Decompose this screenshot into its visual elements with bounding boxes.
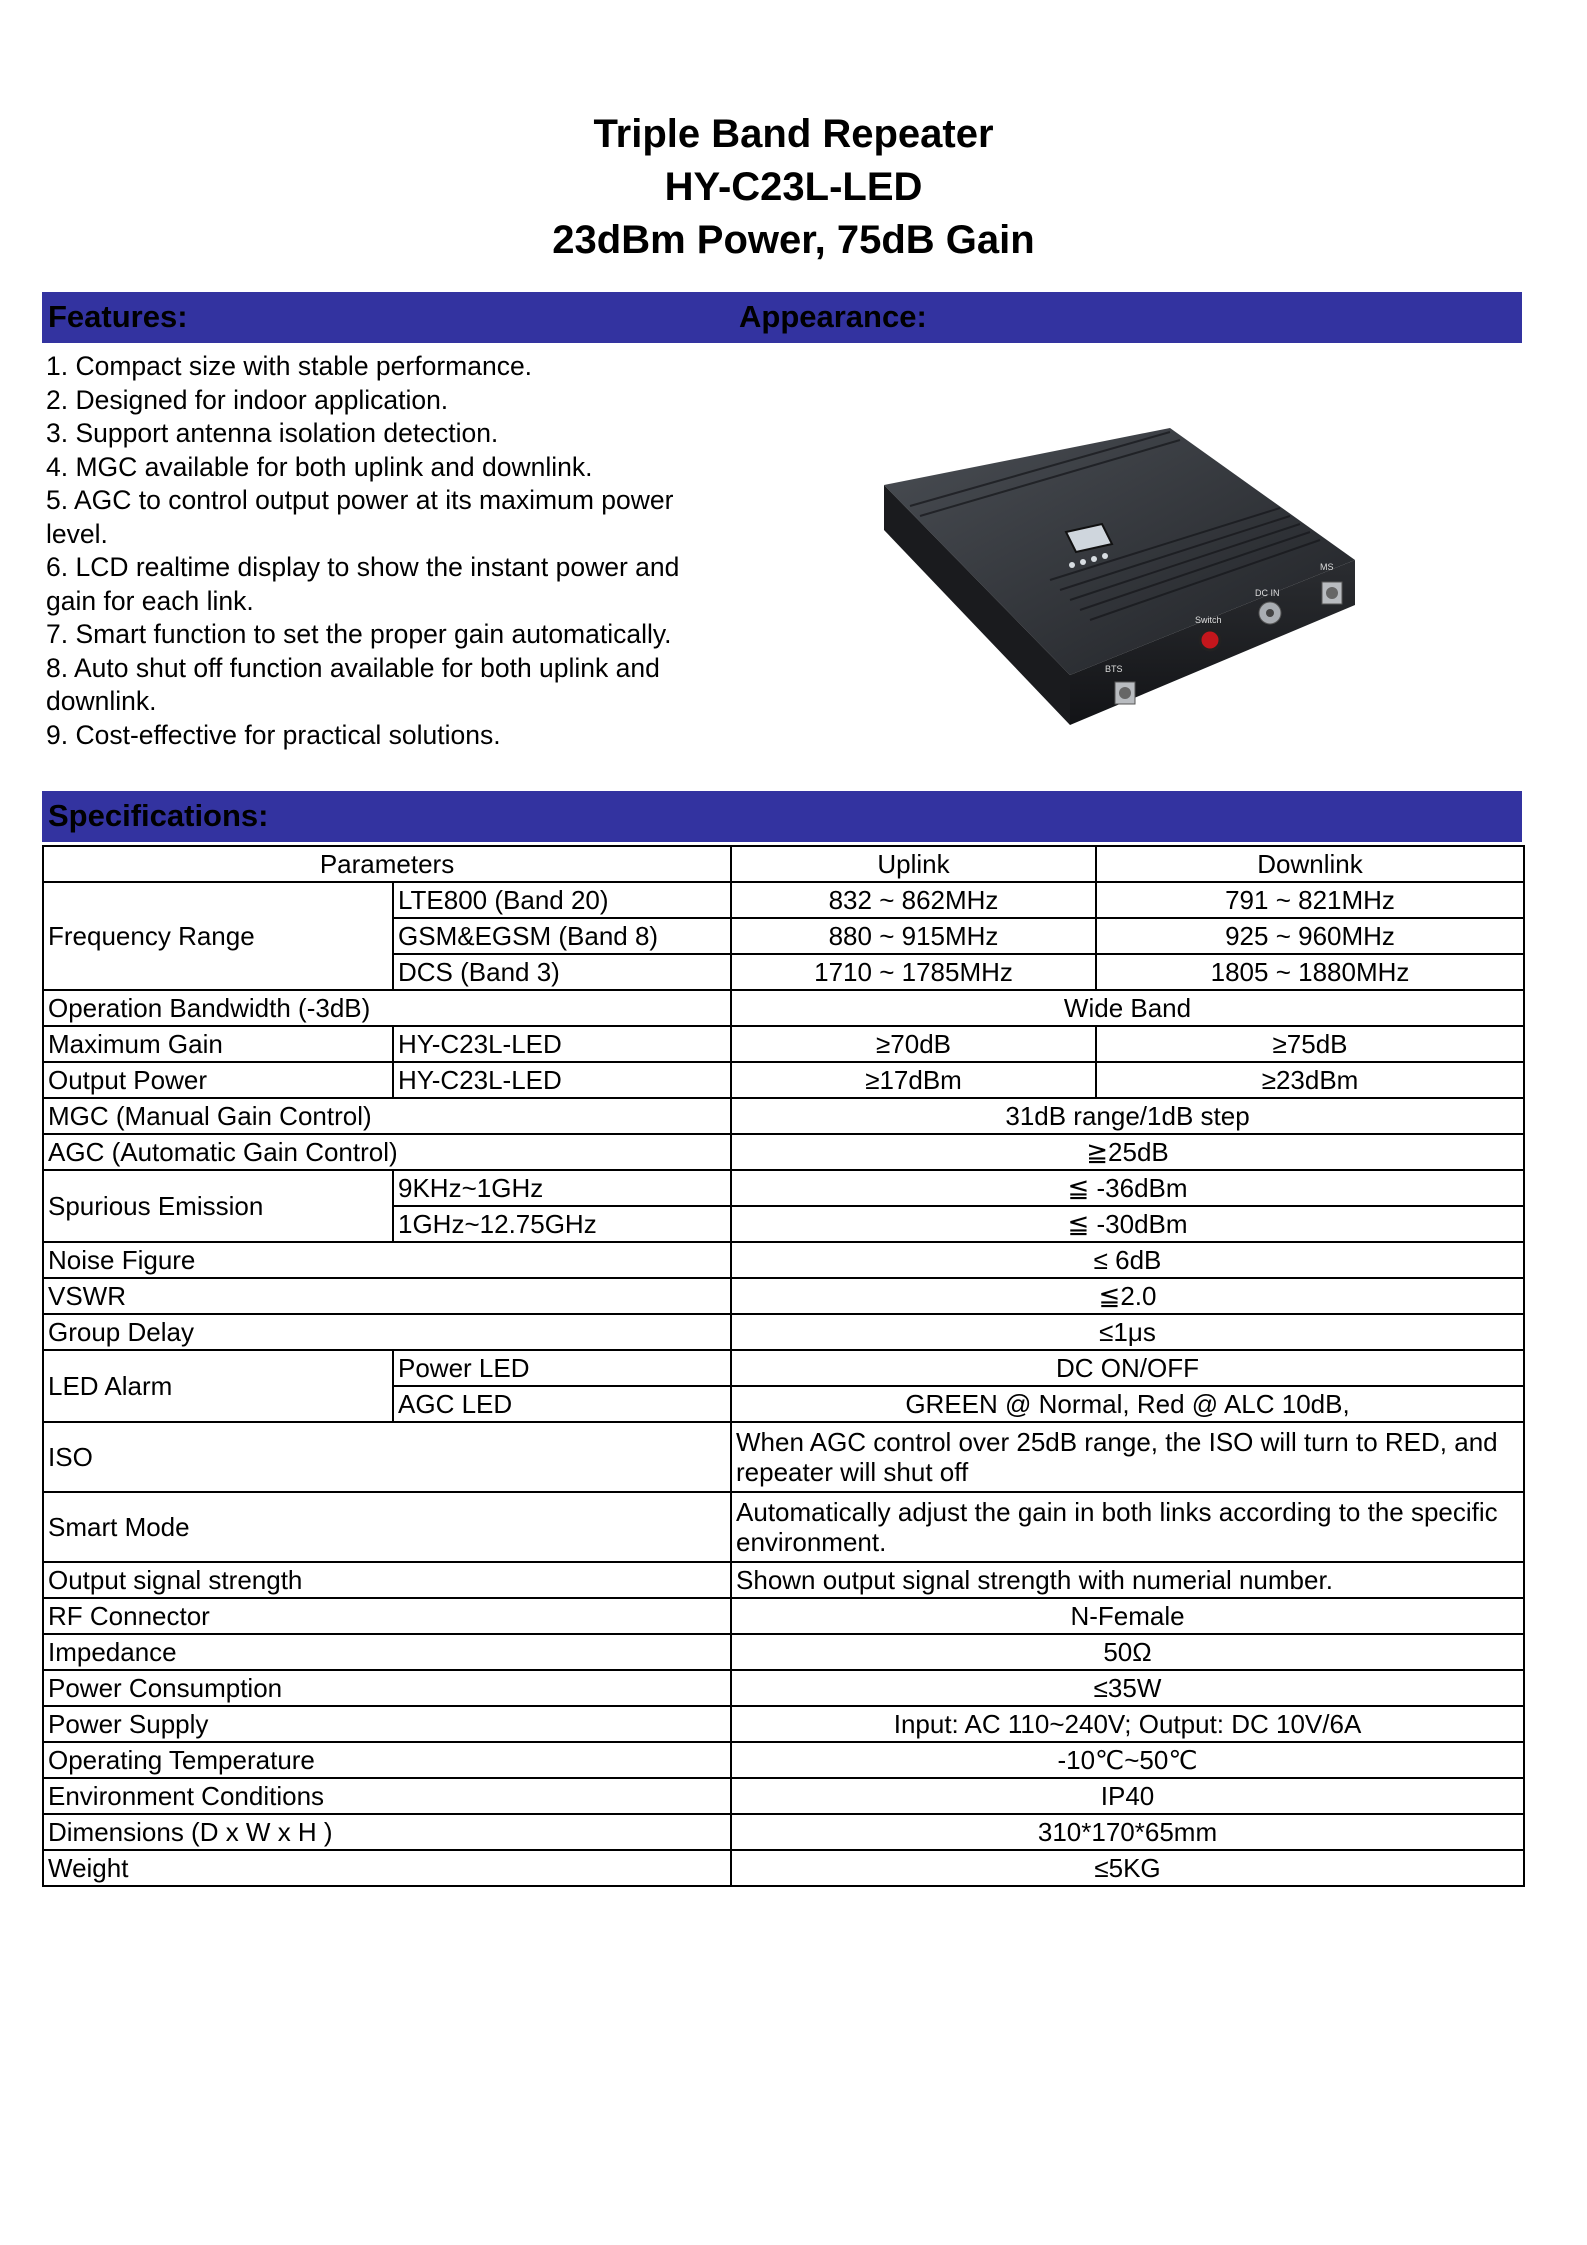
feature-item: 8. Auto shut off function available for both uplink and downlink. xyxy=(46,652,660,716)
downlink-cell: 1805 ~ 1880MHz xyxy=(1096,954,1524,990)
doc-title-line1: Triple Band Repeater xyxy=(593,112,994,156)
table-row xyxy=(43,990,1524,1026)
power-switch xyxy=(1200,630,1220,650)
table-row xyxy=(43,1278,1524,1314)
table-row xyxy=(43,1562,1524,1598)
supply-label: Power Supply xyxy=(43,1706,731,1742)
table-row xyxy=(43,1814,1524,1850)
consumption-label: Power Consumption xyxy=(43,1670,731,1706)
impedance-label: Impedance xyxy=(43,1634,731,1670)
signal-value: Shown output signal strength with numerial number. xyxy=(731,1562,1524,1598)
table-row xyxy=(43,1350,1524,1386)
ms-label: MS xyxy=(1320,562,1334,572)
output-power-downlink: ≥23dBm xyxy=(1096,1062,1524,1098)
band-cell: LTE800 (Band 20) xyxy=(393,882,731,918)
table-row xyxy=(43,1062,1524,1098)
delay-label: Group Delay xyxy=(43,1314,731,1350)
output-power-uplink: ≥17dBm xyxy=(731,1062,1096,1098)
table-row xyxy=(43,1634,1524,1670)
feature-item: 6. LCD realtime display to show the instant power and gain for each link. xyxy=(46,552,680,616)
table-row xyxy=(43,882,1524,918)
output-power-label: Output Power xyxy=(43,1062,393,1098)
doc-title-line2: HY-C23L-LED xyxy=(664,165,923,209)
table-row xyxy=(43,1706,1524,1742)
smart-mode-label: Smart Mode xyxy=(43,1492,731,1562)
max-gain-downlink: ≥75dB xyxy=(1096,1026,1524,1062)
led-value: GREEN @ Normal, Red @ ALC 10dB, xyxy=(731,1386,1524,1422)
mgc-label: MGC (Manual Gain Control) xyxy=(43,1098,731,1134)
agc-label: AGC (Automatic Gain Control) xyxy=(43,1134,731,1170)
table-row xyxy=(43,1170,1524,1206)
noise-value: ≤ 6dB xyxy=(731,1242,1524,1278)
bandwidth-value: Wide Band xyxy=(731,990,1524,1026)
frequency-label: Frequency Range xyxy=(43,882,393,990)
downlink-cell: 925 ~ 960MHz xyxy=(1096,918,1524,954)
signal-label: Output signal strength xyxy=(43,1562,731,1598)
dc-in-label: DC IN xyxy=(1255,588,1280,598)
uplink-cell: 1710 ~ 1785MHz xyxy=(731,954,1096,990)
table-row xyxy=(43,846,1524,882)
spurious-range: 9KHz~1GHz xyxy=(393,1170,731,1206)
header-parameters: Parameters xyxy=(43,846,731,882)
impedance-value: 50Ω xyxy=(731,1634,1524,1670)
table-row xyxy=(43,1492,1524,1562)
environment-label: Environment Conditions xyxy=(43,1778,731,1814)
max-gain-model: HY-C23L-LED xyxy=(393,1026,731,1062)
table-row xyxy=(43,1778,1524,1814)
table-row xyxy=(43,1850,1524,1886)
header-uplink: Uplink xyxy=(731,846,1096,882)
table-row xyxy=(43,1242,1524,1278)
n-connector-ms xyxy=(1322,582,1342,604)
feature-item: 1. Compact size with stable performance. xyxy=(46,351,533,381)
table-row xyxy=(43,1670,1524,1706)
switch-label: Switch xyxy=(1195,615,1222,625)
table-row xyxy=(43,1742,1524,1778)
vswr-value: ≦2.0 xyxy=(731,1278,1524,1314)
features-heading: Features: xyxy=(48,299,188,334)
table-row xyxy=(43,1422,1524,1492)
table-row xyxy=(43,1134,1524,1170)
supply-value: Input: AC 110~240V; Output: DC 10V/6A xyxy=(731,1706,1524,1742)
max-gain-uplink: ≥70dB xyxy=(731,1026,1096,1062)
header-downlink: Downlink xyxy=(1096,846,1524,882)
feature-item: 9. Cost-effective for practical solutions. xyxy=(46,719,501,750)
iso-label: ISO xyxy=(43,1422,731,1492)
output-power-model: HY-C23L-LED xyxy=(393,1062,731,1098)
smart-mode-value: Automatically adjust the gain in both links according to the specific environment. xyxy=(731,1492,1524,1562)
uplink-cell: 880 ~ 915MHz xyxy=(731,918,1096,954)
dc-in-port xyxy=(1259,602,1281,624)
feature-item: 3. Support antenna isolation detection. xyxy=(46,418,499,448)
environment-value: IP40 xyxy=(731,1778,1524,1814)
agc-value: ≧25dB xyxy=(731,1134,1524,1170)
led-name: Power LED xyxy=(393,1350,731,1386)
table-row xyxy=(43,1314,1524,1350)
weight-label: Weight xyxy=(43,1850,731,1886)
uplink-cell: 832 ~ 862MHz xyxy=(731,882,1096,918)
n-connector-bts xyxy=(1115,682,1135,704)
bts-label: BTS xyxy=(1105,664,1123,674)
mgc-value: 31dB range/1dB step xyxy=(731,1098,1524,1134)
led-name: AGC LED xyxy=(393,1386,731,1422)
repeater-device-image xyxy=(880,420,1360,740)
vswr-label: VSWR xyxy=(43,1278,731,1314)
temperature-label: Operating Temperature xyxy=(43,1742,731,1778)
temperature-value: -10℃~50℃ xyxy=(731,1742,1524,1778)
specifications-bar xyxy=(42,791,1522,842)
weight-value: ≤5KG xyxy=(731,1850,1524,1886)
features-list xyxy=(46,350,706,752)
bandwidth-label: Operation Bandwidth (-3dB) xyxy=(43,990,731,1026)
spurious-value: ≦ -30dBm xyxy=(731,1206,1524,1242)
doc-title-line3: 23dBm Power, 75dB Gain xyxy=(552,218,1035,262)
spurious-range: 1GHz~12.75GHz xyxy=(393,1206,731,1242)
band-cell: DCS (Band 3) xyxy=(393,954,731,990)
appearance-heading: Appearance: xyxy=(739,299,927,334)
feature-item: 2. Designed for indoor application. xyxy=(46,384,449,415)
table-row xyxy=(43,1026,1524,1062)
rf-value: N-Female xyxy=(731,1598,1524,1634)
table-row xyxy=(43,1098,1524,1134)
delay-value: ≤1μs xyxy=(731,1314,1524,1350)
feature-item: 4. MGC available for both uplink and downlink. xyxy=(46,451,593,482)
specifications-table xyxy=(42,845,1525,1887)
rf-label: RF Connector xyxy=(43,1598,731,1634)
table-row xyxy=(43,1598,1524,1634)
downlink-cell: 791 ~ 821MHz xyxy=(1096,882,1524,918)
features-appearance-bar xyxy=(42,292,1522,343)
consumption-value: ≤35W xyxy=(731,1670,1524,1706)
band-cell: GSM&EGSM (Band 8) xyxy=(393,918,731,954)
led-label: LED Alarm xyxy=(43,1350,393,1422)
led-value: DC ON/OFF xyxy=(731,1350,1524,1386)
max-gain-label: Maximum Gain xyxy=(43,1026,393,1062)
spurious-value: ≦ -36dBm xyxy=(731,1170,1524,1206)
specifications-heading: Specifications: xyxy=(48,798,269,833)
feature-item: 7. Smart function to set the proper gain automatically. xyxy=(46,619,672,649)
spurious-label: Spurious Emission xyxy=(43,1170,393,1242)
dimensions-value: 310*170*65mm xyxy=(731,1814,1524,1850)
feature-item: 5. AGC to control output power at its maximum power level. xyxy=(46,485,674,549)
noise-label: Noise Figure xyxy=(43,1242,731,1278)
iso-value: When AGC control over 25dB range, the ISO will turn to RED, and repeater will shut off xyxy=(731,1422,1524,1492)
dimensions-label: Dimensions (D x W x H ) xyxy=(43,1814,731,1850)
